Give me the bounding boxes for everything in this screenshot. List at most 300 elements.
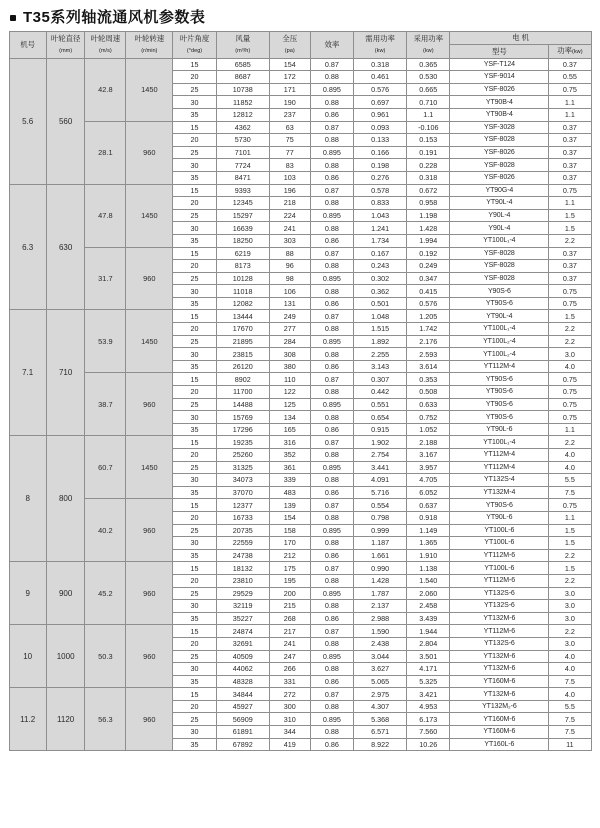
cell-motor-model: YSF-3028	[450, 121, 549, 134]
table-row	[9, 625, 591, 638]
cell-blade-angle: 30	[173, 159, 216, 172]
cell-motor-power: 1.1	[549, 423, 591, 436]
cell-blade-angle: 20	[173, 260, 216, 273]
cell-blade-angle: 20	[173, 197, 216, 210]
cell-motor-power: 2.2	[549, 234, 591, 247]
table-row	[9, 247, 591, 260]
cell-air-flow: 12377	[216, 499, 269, 512]
cell-required-power: 0.576	[354, 83, 407, 96]
cell-motor-model: YT112M-4	[450, 461, 549, 474]
cell-efficiency: 0.88	[310, 222, 353, 235]
cell-air-flow: 23810	[216, 574, 269, 587]
cell-adopted-power: 0.665	[407, 83, 450, 96]
cell-rpm: 1450	[126, 58, 173, 121]
cell-motor-power: 0.37	[549, 260, 591, 273]
cell-total-pressure: 268	[269, 612, 310, 625]
cell-required-power: 0.166	[354, 146, 407, 159]
cell-total-pressure: 200	[269, 587, 310, 600]
cell-required-power: 0.461	[354, 71, 407, 84]
cell-adopted-power: 0.637	[407, 499, 450, 512]
cell-blade-angle: 20	[173, 71, 216, 84]
cell-motor-power: 0.37	[549, 159, 591, 172]
cell-motor-model: YT132S-6	[450, 587, 549, 600]
cell-tip-speed: 40.2	[85, 499, 126, 562]
cell-blade-angle: 15	[173, 499, 216, 512]
cell-adopted-power: 0.347	[407, 272, 450, 285]
cell-required-power: 2.255	[354, 348, 407, 361]
cell-motor-power: 0.37	[549, 134, 591, 147]
cell-total-pressure: 483	[269, 486, 310, 499]
cell-efficiency: 0.87	[310, 562, 353, 575]
cell-air-flow: 9393	[216, 184, 269, 197]
page-title: T35系列轴流通风机参数表	[23, 9, 206, 26]
cell-rpm: 960	[126, 688, 173, 751]
cell-motor-power: 0.37	[549, 58, 591, 71]
cell-total-pressure: 170	[269, 537, 310, 550]
cell-tip-speed: 50.3	[85, 625, 126, 688]
cell-total-pressure: 247	[269, 650, 310, 663]
cell-air-flow: 15769	[216, 411, 269, 424]
cell-total-pressure: 63	[269, 121, 310, 134]
cell-blade-angle: 35	[173, 360, 216, 373]
cell-blade-angle: 25	[173, 398, 216, 411]
cell-adopted-power: 0.192	[407, 247, 450, 260]
cell-air-flow: 61891	[216, 726, 269, 739]
cell-motor-power: 0.37	[549, 146, 591, 159]
cell-blade-angle: 20	[173, 511, 216, 524]
cell-motor-model: YT90S-6	[450, 398, 549, 411]
cell-rpm: 960	[126, 247, 173, 310]
cell-total-pressure: 331	[269, 675, 310, 688]
cell-blade-angle: 15	[173, 184, 216, 197]
cell-motor-power: 1.1	[549, 511, 591, 524]
cell-motor-model: YT90S-6	[450, 297, 549, 310]
cell-air-flow: 7724	[216, 159, 269, 172]
cell-blade-angle: 25	[173, 83, 216, 96]
cell-adopted-power: 1.138	[407, 562, 450, 575]
cell-adopted-power: 0.530	[407, 71, 450, 84]
cell-adopted-power: 1.1	[407, 108, 450, 121]
cell-motor-model: YT90S-6	[450, 386, 549, 399]
cell-motor-power: 0.75	[549, 297, 591, 310]
cell-required-power: 1.902	[354, 436, 407, 449]
cell-motor-power: 7.5	[549, 713, 591, 726]
cell-air-flow: 34844	[216, 688, 269, 701]
cell-adopted-power: 5.325	[407, 675, 450, 688]
cell-motor-model: YT132M-6	[450, 663, 549, 676]
cell-motor-model: YT100L₁-4	[450, 436, 549, 449]
cell-required-power: 2.438	[354, 637, 407, 650]
cell-adopted-power: 1.994	[407, 234, 450, 247]
cell-motor-power: 0.75	[549, 398, 591, 411]
cell-adopted-power: 0.576	[407, 297, 450, 310]
cell-air-flow: 17670	[216, 323, 269, 336]
cell-blade-angle: 15	[173, 436, 216, 449]
cell-efficiency: 0.87	[310, 373, 353, 386]
cell-total-pressure: 88	[269, 247, 310, 260]
cell-required-power: 0.961	[354, 108, 407, 121]
cell-blade-angle: 15	[173, 625, 216, 638]
table-row	[9, 184, 591, 197]
cell-motor-model: YT132M₂-6	[450, 700, 549, 713]
cell-motor-power: 7.5	[549, 726, 591, 739]
cell-efficiency: 0.88	[310, 71, 353, 84]
cell-air-flow: 20735	[216, 524, 269, 537]
cell-efficiency: 0.895	[310, 587, 353, 600]
cell-total-pressure: 339	[269, 474, 310, 487]
table-row	[9, 562, 591, 575]
cell-air-flow: 44062	[216, 663, 269, 676]
cell-adopted-power: 0.228	[407, 159, 450, 172]
cell-total-pressure: 419	[269, 738, 310, 751]
cell-total-pressure: 83	[269, 159, 310, 172]
table-row	[9, 58, 591, 71]
cell-blade-angle: 15	[173, 58, 216, 71]
cell-air-flow: 16733	[216, 511, 269, 524]
cell-adopted-power: 2.176	[407, 335, 450, 348]
cell-tip-speed: 45.2	[85, 562, 126, 625]
cell-air-flow: 12812	[216, 108, 269, 121]
cell-impeller-diameter: 1120	[46, 688, 85, 751]
cell-air-flow: 48328	[216, 675, 269, 688]
cell-total-pressure: 110	[269, 373, 310, 386]
cell-required-power: 0.501	[354, 297, 407, 310]
cell-motor-power: 0.75	[549, 373, 591, 386]
cell-total-pressure: 361	[269, 461, 310, 474]
cell-adopted-power: 3.421	[407, 688, 450, 701]
cell-motor-model: YSF-8028	[450, 159, 549, 172]
cell-air-flow: 8687	[216, 71, 269, 84]
header-row-1	[9, 32, 591, 45]
cell-blade-angle: 35	[173, 675, 216, 688]
col-header-diameter: 叶轮直径 (mm)	[46, 32, 85, 59]
cell-air-flow: 23815	[216, 348, 269, 361]
cell-air-flow: 18250	[216, 234, 269, 247]
cell-motor-model: YT100L-6	[450, 537, 549, 550]
cell-motor-power: 0.37	[549, 247, 591, 260]
cell-motor-model: YSF-8028	[450, 134, 549, 147]
cell-adopted-power: 2.188	[407, 436, 450, 449]
cell-motor-model: YT132M-6	[450, 688, 549, 701]
cell-blade-angle: 30	[173, 537, 216, 550]
cell-total-pressure: 77	[269, 146, 310, 159]
cell-blade-angle: 35	[173, 612, 216, 625]
cell-motor-power: 0.75	[549, 499, 591, 512]
cell-required-power: 8.922	[354, 738, 407, 751]
cell-required-power: 0.167	[354, 247, 407, 260]
cell-adopted-power: 0.918	[407, 511, 450, 524]
cell-air-flow: 10128	[216, 272, 269, 285]
cell-motor-power: 1.1	[549, 197, 591, 210]
cell-required-power: 2.975	[354, 688, 407, 701]
cell-motor-power: 0.37	[549, 272, 591, 285]
cell-motor-power: 4.0	[549, 688, 591, 701]
cell-motor-power: 5.5	[549, 700, 591, 713]
cell-blade-angle: 35	[173, 423, 216, 436]
cell-required-power: 1.515	[354, 323, 407, 336]
cell-efficiency: 0.895	[310, 83, 353, 96]
cell-blade-angle: 25	[173, 272, 216, 285]
cell-required-power: 6.571	[354, 726, 407, 739]
cell-tip-speed: 42.8	[85, 58, 126, 121]
cell-motor-power: 0.75	[549, 411, 591, 424]
cell-motor-power: 1.5	[549, 524, 591, 537]
cell-motor-model: YT100L-6	[450, 562, 549, 575]
cell-blade-angle: 25	[173, 524, 216, 537]
cell-blade-angle: 30	[173, 96, 216, 109]
cell-motor-model: YT112M-4	[450, 360, 549, 373]
cell-required-power: 1.892	[354, 335, 407, 348]
cell-air-flow: 7101	[216, 146, 269, 159]
cell-efficiency: 0.87	[310, 436, 353, 449]
col-header-angle: 叶片角度 (°deg)	[173, 32, 216, 59]
col-header-rpm: 叶轮转速 (r/min)	[126, 32, 173, 59]
cell-blade-angle: 20	[173, 449, 216, 462]
cell-efficiency: 0.86	[310, 486, 353, 499]
cell-efficiency: 0.88	[310, 574, 353, 587]
cell-required-power: 1.428	[354, 574, 407, 587]
cell-tip-speed: 31.7	[85, 247, 126, 310]
spec-table	[9, 31, 592, 751]
cell-required-power: 0.833	[354, 197, 407, 210]
square-bullet-icon	[10, 15, 16, 21]
cell-motor-model: YT90L-4	[450, 197, 549, 210]
cell-blade-angle: 20	[173, 323, 216, 336]
cell-required-power: 0.302	[354, 272, 407, 285]
cell-motor-power: 7.5	[549, 486, 591, 499]
cell-efficiency: 0.88	[310, 285, 353, 298]
cell-air-flow: 24738	[216, 549, 269, 562]
cell-efficiency: 0.87	[310, 688, 353, 701]
cell-adopted-power: 1.365	[407, 537, 450, 550]
cell-required-power: 0.798	[354, 511, 407, 524]
cell-required-power: 0.307	[354, 373, 407, 386]
cell-efficiency: 0.88	[310, 134, 353, 147]
col-header-tipspeed: 叶轮周速 (m/s)	[85, 32, 126, 59]
cell-efficiency: 0.86	[310, 234, 353, 247]
cell-blade-angle: 20	[173, 386, 216, 399]
cell-air-flow: 12082	[216, 297, 269, 310]
cell-total-pressure: 215	[269, 600, 310, 613]
cell-adopted-power: 0.318	[407, 171, 450, 184]
cell-adopted-power: 10.26	[407, 738, 450, 751]
cell-blade-angle: 35	[173, 549, 216, 562]
cell-efficiency: 0.86	[310, 675, 353, 688]
cell-adopted-power: 3.614	[407, 360, 450, 373]
cell-blade-angle: 15	[173, 121, 216, 134]
cell-required-power: 3.143	[354, 360, 407, 373]
cell-efficiency: 0.88	[310, 537, 353, 550]
cell-motor-power: 3.0	[549, 612, 591, 625]
cell-total-pressure: 344	[269, 726, 310, 739]
cell-total-pressure: 172	[269, 71, 310, 84]
cell-total-pressure: 103	[269, 171, 310, 184]
cell-motor-model: YT132M-6	[450, 612, 549, 625]
cell-efficiency: 0.88	[310, 197, 353, 210]
cell-efficiency: 0.88	[310, 700, 353, 713]
cell-motor-model: YT160L-6	[450, 738, 549, 751]
cell-blade-angle: 35	[173, 738, 216, 751]
cell-blade-angle: 30	[173, 474, 216, 487]
cell-required-power: 1.734	[354, 234, 407, 247]
cell-adopted-power: 0.353	[407, 373, 450, 386]
cell-fan-no: 9	[9, 562, 46, 625]
cell-adopted-power: 4.171	[407, 663, 450, 676]
cell-motor-power: 7.5	[549, 675, 591, 688]
cell-motor-power: 4.0	[549, 449, 591, 462]
cell-adopted-power: 3.439	[407, 612, 450, 625]
cell-total-pressure: 125	[269, 398, 310, 411]
cell-motor-power: 2.2	[549, 574, 591, 587]
cell-required-power: 0.915	[354, 423, 407, 436]
cell-efficiency: 0.88	[310, 323, 353, 336]
cell-adopted-power: 4.705	[407, 474, 450, 487]
cell-required-power: 2.754	[354, 449, 407, 462]
cell-motor-power: 0.75	[549, 184, 591, 197]
cell-total-pressure: 131	[269, 297, 310, 310]
cell-total-pressure: 190	[269, 96, 310, 109]
cell-adopted-power: 7.560	[407, 726, 450, 739]
col-header-pressure: 全压 (pa)	[269, 32, 310, 59]
cell-motor-model: YT160M-6	[450, 675, 549, 688]
cell-motor-model: YT160M-6	[450, 713, 549, 726]
cell-efficiency: 0.895	[310, 146, 353, 159]
cell-required-power: 0.554	[354, 499, 407, 512]
cell-total-pressure: 171	[269, 83, 310, 96]
cell-required-power: 0.133	[354, 134, 407, 147]
cell-fan-no: 10	[9, 625, 46, 688]
cell-total-pressure: 217	[269, 625, 310, 638]
cell-efficiency: 0.87	[310, 58, 353, 71]
cell-motor-model: YT100L₂-4	[450, 348, 549, 361]
cell-motor-model: YT90G-4	[450, 184, 549, 197]
cell-required-power: 5.368	[354, 713, 407, 726]
cell-motor-model: YT132S-6	[450, 600, 549, 613]
cell-fan-no: 8	[9, 436, 46, 562]
cell-efficiency: 0.87	[310, 625, 353, 638]
cell-adopted-power: 0.249	[407, 260, 450, 273]
cell-adopted-power: 2.060	[407, 587, 450, 600]
cell-efficiency: 0.88	[310, 600, 353, 613]
cell-total-pressure: 241	[269, 637, 310, 650]
cell-air-flow: 8471	[216, 171, 269, 184]
cell-efficiency: 0.86	[310, 738, 353, 751]
cell-motor-model: YT100L₂-4	[450, 335, 549, 348]
cell-efficiency: 0.88	[310, 386, 353, 399]
cell-blade-angle: 35	[173, 297, 216, 310]
cell-air-flow: 11018	[216, 285, 269, 298]
cell-efficiency: 0.86	[310, 612, 353, 625]
cell-blade-angle: 15	[173, 562, 216, 575]
cell-motor-model: YT112M-4	[450, 449, 549, 462]
cell-efficiency: 0.88	[310, 260, 353, 273]
cell-adopted-power: 1.149	[407, 524, 450, 537]
cell-impeller-diameter: 710	[46, 310, 85, 436]
cell-blade-angle: 30	[173, 726, 216, 739]
cell-motor-model: YT100L₁-4	[450, 234, 549, 247]
cell-air-flow: 34073	[216, 474, 269, 487]
cell-adopted-power: 0.365	[407, 58, 450, 71]
cell-air-flow: 22559	[216, 537, 269, 550]
cell-motor-model: Y90S-6	[450, 285, 549, 298]
cell-adopted-power: 0.191	[407, 146, 450, 159]
cell-motor-model: YSF-8028	[450, 247, 549, 260]
cell-motor-model: YSF-8028	[450, 272, 549, 285]
cell-adopted-power: 4.953	[407, 700, 450, 713]
title-row	[0, 0, 600, 31]
cell-adopted-power: 1.540	[407, 574, 450, 587]
cell-motor-power: 0.37	[549, 121, 591, 134]
cell-air-flow: 19235	[216, 436, 269, 449]
cell-efficiency: 0.88	[310, 96, 353, 109]
cell-motor-power: 2.2	[549, 436, 591, 449]
cell-required-power: 0.276	[354, 171, 407, 184]
cell-blade-angle: 30	[173, 222, 216, 235]
cell-required-power: 4.307	[354, 700, 407, 713]
cell-adopted-power: 0.508	[407, 386, 450, 399]
cell-motor-power: 2.2	[549, 323, 591, 336]
cell-efficiency: 0.88	[310, 411, 353, 424]
cell-required-power: 0.551	[354, 398, 407, 411]
cell-air-flow: 26120	[216, 360, 269, 373]
cell-air-flow: 67892	[216, 738, 269, 751]
cell-motor-model: YT112M-6	[450, 625, 549, 638]
cell-required-power: 2.988	[354, 612, 407, 625]
cell-air-flow: 6219	[216, 247, 269, 260]
cell-adopted-power: 1.205	[407, 310, 450, 323]
cell-impeller-diameter: 800	[46, 436, 85, 562]
cell-required-power: 5.065	[354, 675, 407, 688]
cell-efficiency: 0.87	[310, 121, 353, 134]
cell-adopted-power: 0.672	[407, 184, 450, 197]
cell-required-power: 1.043	[354, 209, 407, 222]
cell-efficiency: 0.895	[310, 713, 353, 726]
cell-motor-power: 0.75	[549, 83, 591, 96]
cell-impeller-diameter: 630	[46, 184, 85, 310]
col-header-flow: 风量 (m³/h)	[216, 32, 269, 59]
cell-motor-model: YSF-8028	[450, 260, 549, 273]
cell-efficiency: 0.87	[310, 247, 353, 260]
cell-blade-angle: 35	[173, 234, 216, 247]
cell-tip-speed: 47.8	[85, 184, 126, 247]
cell-tip-speed: 53.9	[85, 310, 126, 373]
cell-motor-model: YT100L-6	[450, 524, 549, 537]
cell-motor-power: 1.5	[549, 562, 591, 575]
table-body	[9, 58, 591, 751]
cell-motor-model: YSF-8026	[450, 83, 549, 96]
col-header-motor-model: 型号	[450, 44, 549, 58]
cell-motor-power: 11	[549, 738, 591, 751]
cell-efficiency: 0.88	[310, 348, 353, 361]
cell-tip-speed: 38.7	[85, 373, 126, 436]
cell-total-pressure: 303	[269, 234, 310, 247]
table-row	[9, 688, 591, 701]
cell-efficiency: 0.895	[310, 461, 353, 474]
cell-total-pressure: 352	[269, 449, 310, 462]
cell-total-pressure: 218	[269, 197, 310, 210]
cell-blade-angle: 20	[173, 134, 216, 147]
cell-motor-power: 4.0	[549, 360, 591, 373]
cell-required-power: 0.999	[354, 524, 407, 537]
cell-adopted-power: 2.804	[407, 637, 450, 650]
table-row	[9, 310, 591, 323]
cell-total-pressure: 212	[269, 549, 310, 562]
cell-air-flow: 14488	[216, 398, 269, 411]
cell-total-pressure: 154	[269, 58, 310, 71]
cell-blade-angle: 20	[173, 637, 216, 650]
cell-efficiency: 0.88	[310, 159, 353, 172]
cell-total-pressure: 75	[269, 134, 310, 147]
